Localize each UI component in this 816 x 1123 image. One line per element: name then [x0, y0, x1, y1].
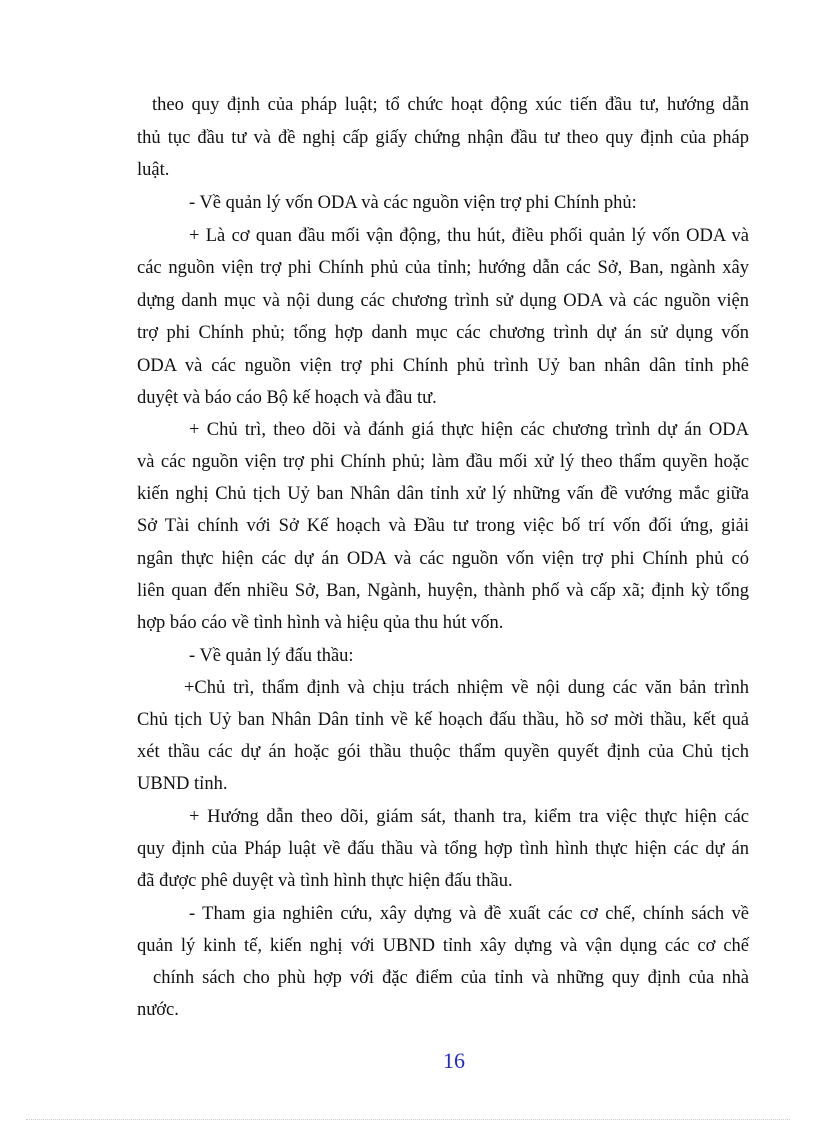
- text-line: duyệt và báo cáo Bộ kế hoạch và đầu tư.: [137, 388, 437, 408]
- text-line: + Chủ trì, theo dõi và đánh giá thực hiện các chương trình dự án ODA: [189, 420, 749, 440]
- text-line: +Chủ trì, thẩm định và chịu trách nhiệm về nội dung các văn bản trình: [184, 678, 749, 698]
- text-line: và các nguồn viện trợ phi Chính phủ; làm đầu mối xử lý theo thẩm quyền hoặc: [137, 452, 749, 472]
- text-line: hợp báo cáo về tình hình và hiệu qủa thu hút vốn.: [137, 613, 504, 633]
- text-line: chính sách cho phù hợp với đặc điểm của tỉnh và những quy định của nhà: [153, 968, 749, 988]
- text-line: dựng danh mục và nội dung các chương trình sử dụng ODA và các nguồn viện: [137, 291, 749, 311]
- text-line: + Hướng dẫn theo dõi, giám sát, thanh tra, kiểm tra việc thực hiện các: [189, 807, 749, 827]
- text-line: đã được phê duyệt và tình hình thực hiện đấu thầu.: [137, 871, 513, 891]
- text-line: thủ tục đầu tư và đề nghị cấp giấy chứng nhận đầu tư theo quy định của pháp: [137, 128, 749, 148]
- text-line: - Về quản lý vốn ODA và các nguồn viện trợ phi Chính phủ:: [189, 193, 637, 213]
- text-line: theo quy định của pháp luật; tổ chức hoạt động xúc tiến đầu tư, hướng dẫn: [152, 95, 749, 115]
- bottom-divider: [26, 1119, 790, 1120]
- text-line: các nguồn viện trợ phi Chính phủ của tỉnh; hướng dẫn các Sở, Ban, ngành xây: [137, 258, 749, 278]
- text-line: UBND tỉnh.: [137, 774, 228, 794]
- text-line: liên quan đến nhiều Sở, Ban, Ngành, huyện, thành phố và cấp xã; định kỳ tổng: [137, 581, 749, 601]
- text-line: nước.: [137, 1000, 179, 1020]
- text-line: quản lý kinh tế, kiến nghị với UBND tỉnh xây dựng và vận dụng các cơ chế: [137, 936, 749, 956]
- text-line: ngân thực hiện các dự án ODA và các nguồn vốn viện trợ phi Chính phủ có: [137, 549, 749, 569]
- text-line: kiến nghị Chủ tịch Uỷ ban Nhân dân tỉnh xử lý những vấn đề vướng mắc giữa: [137, 484, 749, 504]
- text-line: trợ phi Chính phủ; tổng hợp danh mục các chương trình dự án sử dụng vốn: [137, 323, 749, 343]
- text-line: Chủ tịch Uỷ ban Nhân Dân tỉnh về kế hoạch đấu thầu, hồ sơ mời thầu, kết quả: [137, 710, 749, 730]
- text-line: luật.: [137, 160, 170, 180]
- text-line: quy định của Pháp luật về đấu thầu và tổng hợp tình hình thực hiện các dự án: [137, 839, 749, 859]
- text-line: - Tham gia nghiên cứu, xây dựng và đề xuất các cơ chế, chính sách về: [189, 904, 749, 924]
- text-line: - Về quản lý đấu thầu:: [189, 646, 354, 666]
- text-line: xét thầu các dự án hoặc gói thầu thuộc thẩm quyền quyết định của Chủ tịch: [137, 742, 749, 762]
- text-line: + Là cơ quan đầu mối vận động, thu hút, điều phối quản lý vốn ODA và: [189, 226, 749, 246]
- text-line: ODA và các nguồn viện trợ phi Chính phủ trình Uỷ ban nhân dân tỉnh phê: [137, 356, 749, 376]
- page-number: 16: [443, 1048, 465, 1073]
- text-line: Sở Tài chính với Sở Kế hoạch và Đầu tư trong việc bố trí vốn đối ứng, giải: [137, 516, 749, 536]
